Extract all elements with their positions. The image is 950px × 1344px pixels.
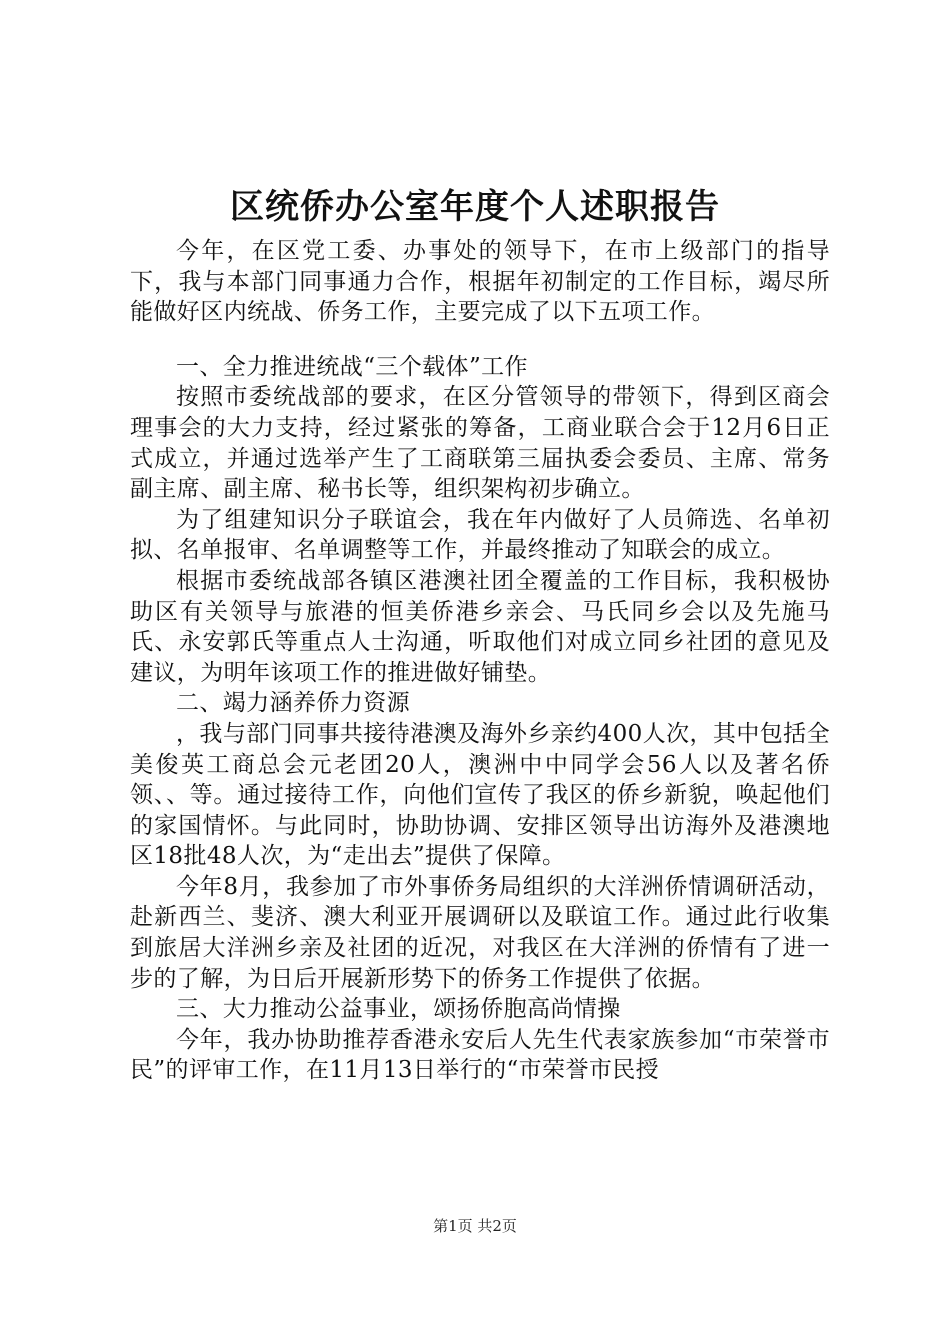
paragraph: 今年8月，我参加了市外事侨务局组织的大洋洲侨情调研活动，赴新西兰、斐济、澳大利亚开展调研以及联谊工作。通过此行收集到旅居大洋洲乡亲及社团的近况，对我区在大洋洲的侨情有了进一步的了解，为日后开展新形势下的侨务工作提供了依据。 <box>130 873 830 992</box>
paragraph: ，我与部门同事共接待港澳及海外乡亲约400人次，其中包括全美俊英工商总会元老团20人，澳洲中中同学会56人以及著名侨领、、等。通过接待工作，向他们宣传了我区的侨乡新貌，唤起他们的家国情怀。与此同时，协助协调、安排区领导出访海外及港澳地区18批48人次，为“走出去”提供了保障。 <box>130 720 830 870</box>
section-heading-3: 三、大力推动公益事业，颂扬侨胞高尚情操 <box>176 996 621 1023</box>
paragraph: 按照市委统战部的要求，在区分管领导的带领下，得到区商会理事会的大力支持，经过紧张的筹备，工商业联合会于12月6日正式成立，并通过选举产生了工商联第三届执委会委员、主席、常务副主席、副主席、秘书长等，组织架构初步确立。 <box>130 384 830 503</box>
document-title: 区统侨办公室年度个人述职报告 <box>230 187 720 227</box>
paragraph: 今年，我办协助推荐香港永安后人先生代表家族参加“市荣誉市民”的评审工作，在11月13日举行的“市荣誉市民授 <box>130 1026 830 1084</box>
page-number-footer: 第1页 共2页 <box>433 1217 517 1235</box>
document-body <box>130 236 830 1086</box>
section-heading-1: 一、全力推进统战“三个载体”工作 <box>176 353 528 380</box>
paragraph-intro: 今年，在区党工委、办事处的领导下，在市上级部门的指导下，我与本部门同事通力合作，根据年初制定的工作目标，竭尽所能做好区内统战、侨务工作，主要完成了以下五项工作。 <box>130 238 830 326</box>
paragraph: 根据市委统战部各镇区港澳社团全覆盖的工作目标，我积极协助区有关领导与旅港的恒美侨港乡亲会、马氏同乡会以及先施马氏、永安郭氏等重点人士沟通，听取他们对成立同乡社团的意见及建议，为明年该项工作的推进做好铺垫。 <box>130 567 830 686</box>
section-heading-2: 二、竭力涵养侨力资源 <box>176 690 410 717</box>
paragraph: 为了组建知识分子联谊会，我在年内做好了人员筛选、名单初拟、名单报审、名单调整等工作，并最终推动了知联会的成立。 <box>130 506 830 564</box>
